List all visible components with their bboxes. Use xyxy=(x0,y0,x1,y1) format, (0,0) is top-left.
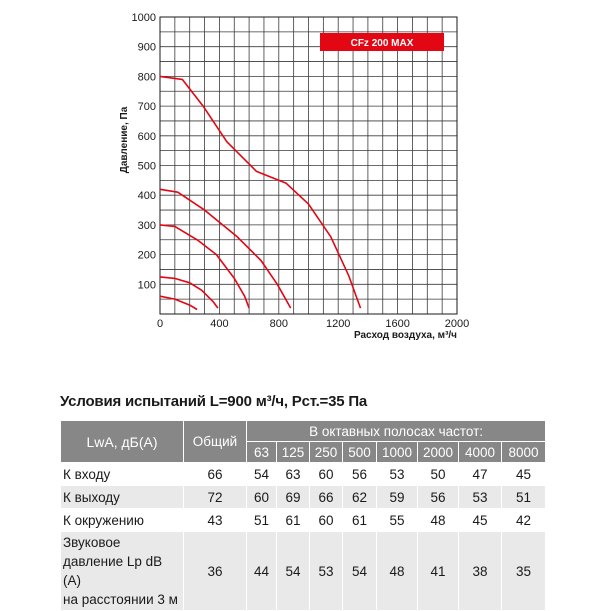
x-tick-label: 400 xyxy=(210,318,229,330)
octave-value-cell: 54 xyxy=(247,463,277,486)
fan-curve-2 xyxy=(160,189,291,308)
row-label: К выходу xyxy=(61,486,184,509)
y-axis-ticks xyxy=(132,12,156,291)
x-tick-label: 1600 xyxy=(385,318,410,330)
header-frequency: 4000 xyxy=(459,442,502,463)
y-tick-label: 300 xyxy=(137,219,156,232)
y-tick-label: 200 xyxy=(137,249,156,262)
octave-value-cell: 45 xyxy=(459,509,502,532)
row-label: К входу xyxy=(61,463,184,486)
header-frequency: 8000 xyxy=(502,442,546,463)
chart-grid xyxy=(160,17,457,314)
y-tick-label: 400 xyxy=(137,190,156,203)
octave-value-cell: 56 xyxy=(418,486,459,509)
octave-value-cell: 62 xyxy=(343,486,377,509)
octave-value-cell: 42 xyxy=(502,509,546,532)
sound-level-table xyxy=(60,420,546,611)
row-label: К окружению xyxy=(61,509,184,532)
fan-curve-5 xyxy=(160,296,197,309)
row-label-line: на расстоянии 3 м xyxy=(63,592,178,607)
total-cell: 66 xyxy=(184,463,247,486)
octave-value-cell: 53 xyxy=(377,463,418,486)
octave-value-cell: 51 xyxy=(247,509,277,532)
model-label-text: CFz 200 MAX xyxy=(350,38,414,49)
y-axis-label: Давление, Па xyxy=(119,106,130,174)
octave-value-cell: 53 xyxy=(310,532,343,611)
header-frequency: 125 xyxy=(277,442,310,463)
table-row xyxy=(61,486,546,509)
octave-value-cell: 48 xyxy=(418,509,459,532)
y-tick-label: 600 xyxy=(137,130,156,143)
octave-value-cell: 56 xyxy=(343,463,377,486)
x-tick-label: 1200 xyxy=(325,318,351,330)
header-frequency: 2000 xyxy=(418,442,459,463)
octave-value-cell: 54 xyxy=(277,532,310,611)
octave-value-cell: 60 xyxy=(310,509,343,532)
octave-value-cell: 55 xyxy=(377,509,418,532)
header-lwa: LwA, дБ(А) xyxy=(61,421,184,463)
y-tick-label: 1000 xyxy=(131,12,156,24)
x-axis-ticks xyxy=(157,318,469,330)
octave-value-cell: 66 xyxy=(310,486,343,509)
octave-value-cell: 63 xyxy=(277,463,310,486)
octave-value-cell: 45 xyxy=(502,463,546,486)
x-tick-label: 800 xyxy=(269,318,288,330)
y-tick-label: 800 xyxy=(137,71,156,84)
octave-value-cell: 51 xyxy=(502,486,546,509)
octave-value-cell: 48 xyxy=(377,532,418,611)
header-frequency: 1000 xyxy=(377,442,418,463)
row-label-line: давление Lp dB (A) xyxy=(63,554,163,588)
row-label xyxy=(61,532,184,611)
octave-value-cell: 60 xyxy=(247,486,277,509)
octave-value-cell: 35 xyxy=(502,532,546,611)
header-frequency: 250 xyxy=(310,442,343,463)
y-tick-label: 100 xyxy=(137,279,156,292)
table-row xyxy=(61,463,546,486)
octave-value-cell: 41 xyxy=(418,532,459,611)
octave-value-cell: 54 xyxy=(343,532,377,611)
octave-value-cell: 44 xyxy=(247,532,277,611)
x-tick-label: 0 xyxy=(156,318,164,330)
table-header-row xyxy=(61,421,546,442)
header-frequency: 500 xyxy=(343,442,377,463)
fan-curve-4 xyxy=(160,277,218,308)
y-tick-label: 700 xyxy=(137,101,156,114)
total-cell: 36 xyxy=(184,532,247,611)
octave-value-cell: 61 xyxy=(277,509,310,532)
octave-value-cell: 47 xyxy=(459,463,502,486)
total-cell: 72 xyxy=(184,486,247,509)
octave-value-cell: 38 xyxy=(459,532,502,611)
x-tick-label: 2000 xyxy=(444,318,470,330)
total-cell: 43 xyxy=(184,509,247,532)
header-frequency: 63 xyxy=(247,442,277,463)
header-octave-bands: В октавных полосах частот: xyxy=(247,421,546,442)
octave-value-cell: 53 xyxy=(459,486,502,509)
header-total: Общий xyxy=(184,421,247,463)
table-row xyxy=(61,532,546,611)
row-label-line: Звуковое xyxy=(63,535,121,550)
test-conditions: Условия испытаний L=900 м³/ч, Рст.=35 Па xyxy=(60,393,368,410)
y-tick-label: 900 xyxy=(137,41,156,54)
y-tick-label: 500 xyxy=(137,160,156,173)
x-axis-label: Расход воздуха, м³/ч xyxy=(353,330,457,341)
octave-value-cell: 50 xyxy=(418,463,459,486)
octave-value-cell: 60 xyxy=(310,463,343,486)
octave-value-cell: 61 xyxy=(343,509,377,532)
octave-value-cell: 69 xyxy=(277,486,310,509)
octave-value-cell: 59 xyxy=(377,486,418,509)
table-row xyxy=(61,509,546,532)
